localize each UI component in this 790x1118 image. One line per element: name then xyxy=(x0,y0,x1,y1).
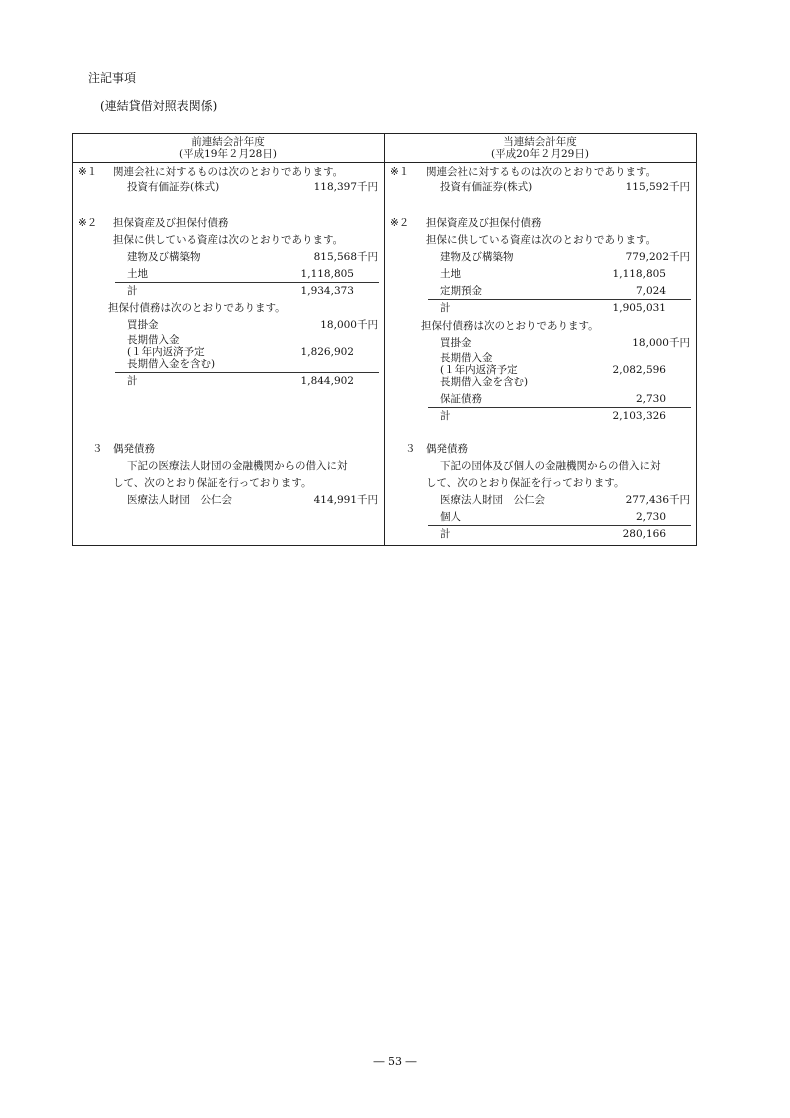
note3-text: 下記の医療法人財団の金融機関からの借入に対 xyxy=(127,460,348,472)
prior-year-title: 前連結会計年度 xyxy=(191,136,265,148)
debts-total-label: 計 xyxy=(440,410,451,422)
note1-mark: ※１ xyxy=(78,166,98,178)
section-subheading: (連結貸借対照表関係) xyxy=(100,99,218,113)
asset-value: 1,118,805 xyxy=(612,268,666,280)
note1-text: 関連会社に対するものは次のとおりであります。 xyxy=(113,166,344,178)
asset-label: 土地 xyxy=(127,268,148,280)
asset-value: 779,202千円 xyxy=(625,251,690,263)
assets-total-value: 1,905,031 xyxy=(612,302,666,314)
note2-mark: ※２ xyxy=(390,217,410,229)
prior-year-period: (平成19年２月28日) xyxy=(179,148,277,160)
guarantee-label: 個人 xyxy=(440,511,461,523)
notes-heading: 注記事項 xyxy=(88,71,137,85)
asset-label: 土地 xyxy=(440,268,461,280)
current-year-period: (平成20年２月29日) xyxy=(491,148,589,160)
note2-assets-text: 担保に供している資産は次のとおりであります。 xyxy=(426,234,657,246)
note3-title: 偶発債務 xyxy=(113,443,155,455)
debts-total-value: 2,103,326 xyxy=(612,410,666,422)
asset-value: 7,024 xyxy=(635,285,666,297)
guarantee-value: 414,991千円 xyxy=(313,494,378,506)
guarantee-label: 医療法人財団 公仁会 xyxy=(127,494,232,506)
asset-value: 815,568千円 xyxy=(313,251,378,263)
asset-value: 1,118,805 xyxy=(300,268,354,280)
note3-mark: ３ xyxy=(92,443,103,455)
debt-loans-label-note: 長期借入金を含む) xyxy=(127,358,216,370)
page-number: ― 53 ― xyxy=(373,1055,417,1068)
debt-loans-label-note: (１年内返済予定 xyxy=(127,346,205,358)
note1-item-value: 118,397千円 xyxy=(313,181,378,193)
asset-label: 建物及び構築物 xyxy=(440,251,514,263)
debt-payables-label: 買掛金 xyxy=(127,319,159,331)
debt-loans-label: 長期借入金 xyxy=(440,352,493,364)
assets-total-label: 計 xyxy=(440,302,451,314)
debt-loans-label-note: 長期借入金を含む) xyxy=(440,376,529,388)
debt-guarantee-label: 保証債務 xyxy=(440,393,482,405)
debt-payables-value: 18,000千円 xyxy=(320,319,378,331)
note3-mark: ３ xyxy=(405,443,416,455)
guarantee-value: 277,436千円 xyxy=(625,494,690,506)
note1-text: 関連会社に対するものは次のとおりであります。 xyxy=(426,166,657,178)
note2-title: 担保資産及び担保付債務 xyxy=(426,217,542,229)
current-year-title: 当連結会計年度 xyxy=(503,136,577,148)
debt-loans-label-note: (１年内返済予定 xyxy=(440,364,518,376)
note1-item-label: 投資有価証券(株式) xyxy=(440,181,533,193)
debt-payables-label: 買掛金 xyxy=(440,337,472,349)
note3-title: 偶発債務 xyxy=(426,443,468,455)
note2-debts-text: 担保付債務は次のとおりであります。 xyxy=(421,320,599,332)
asset-label: 建物及び構築物 xyxy=(127,251,201,263)
debt-guarantee-value: 2,730 xyxy=(635,393,666,405)
guarantee-total-label: 計 xyxy=(440,528,451,540)
note2-mark: ※２ xyxy=(78,217,98,229)
note3-text: 下記の団体及び個人の金融機関からの借入に対 xyxy=(440,460,661,472)
note3-text: して、次のとおり保証を行っております。 xyxy=(113,477,312,489)
debt-loans-value: 2,082,596 xyxy=(612,364,666,376)
asset-label: 定期預金 xyxy=(440,285,482,297)
debts-total-label: 計 xyxy=(127,375,138,387)
note3-text: して、次のとおり保証を行っております。 xyxy=(426,477,625,489)
guarantee-total-value: 280,166 xyxy=(622,528,666,540)
note1-mark: ※１ xyxy=(390,166,410,178)
guarantee-label: 医療法人財団 公仁会 xyxy=(440,494,545,506)
debts-total-value: 1,844,902 xyxy=(300,375,354,387)
debt-loans-value: 1,826,902 xyxy=(300,346,354,358)
note2-debts-text: 担保付債務は次のとおりであります。 xyxy=(108,302,286,314)
debt-payables-value: 18,000千円 xyxy=(632,337,690,349)
note1-item-value: 115,592千円 xyxy=(625,181,690,193)
assets-total-label: 計 xyxy=(127,285,138,297)
note1-item-label: 投資有価証券(株式) xyxy=(127,181,220,193)
assets-total-value: 1,934,373 xyxy=(300,285,354,297)
note2-assets-text: 担保に供している資産は次のとおりであります。 xyxy=(113,234,344,246)
guarantee-value: 2,730 xyxy=(635,511,666,523)
note2-title: 担保資産及び担保付債務 xyxy=(113,217,229,229)
debt-loans-label: 長期借入金 xyxy=(127,334,180,346)
